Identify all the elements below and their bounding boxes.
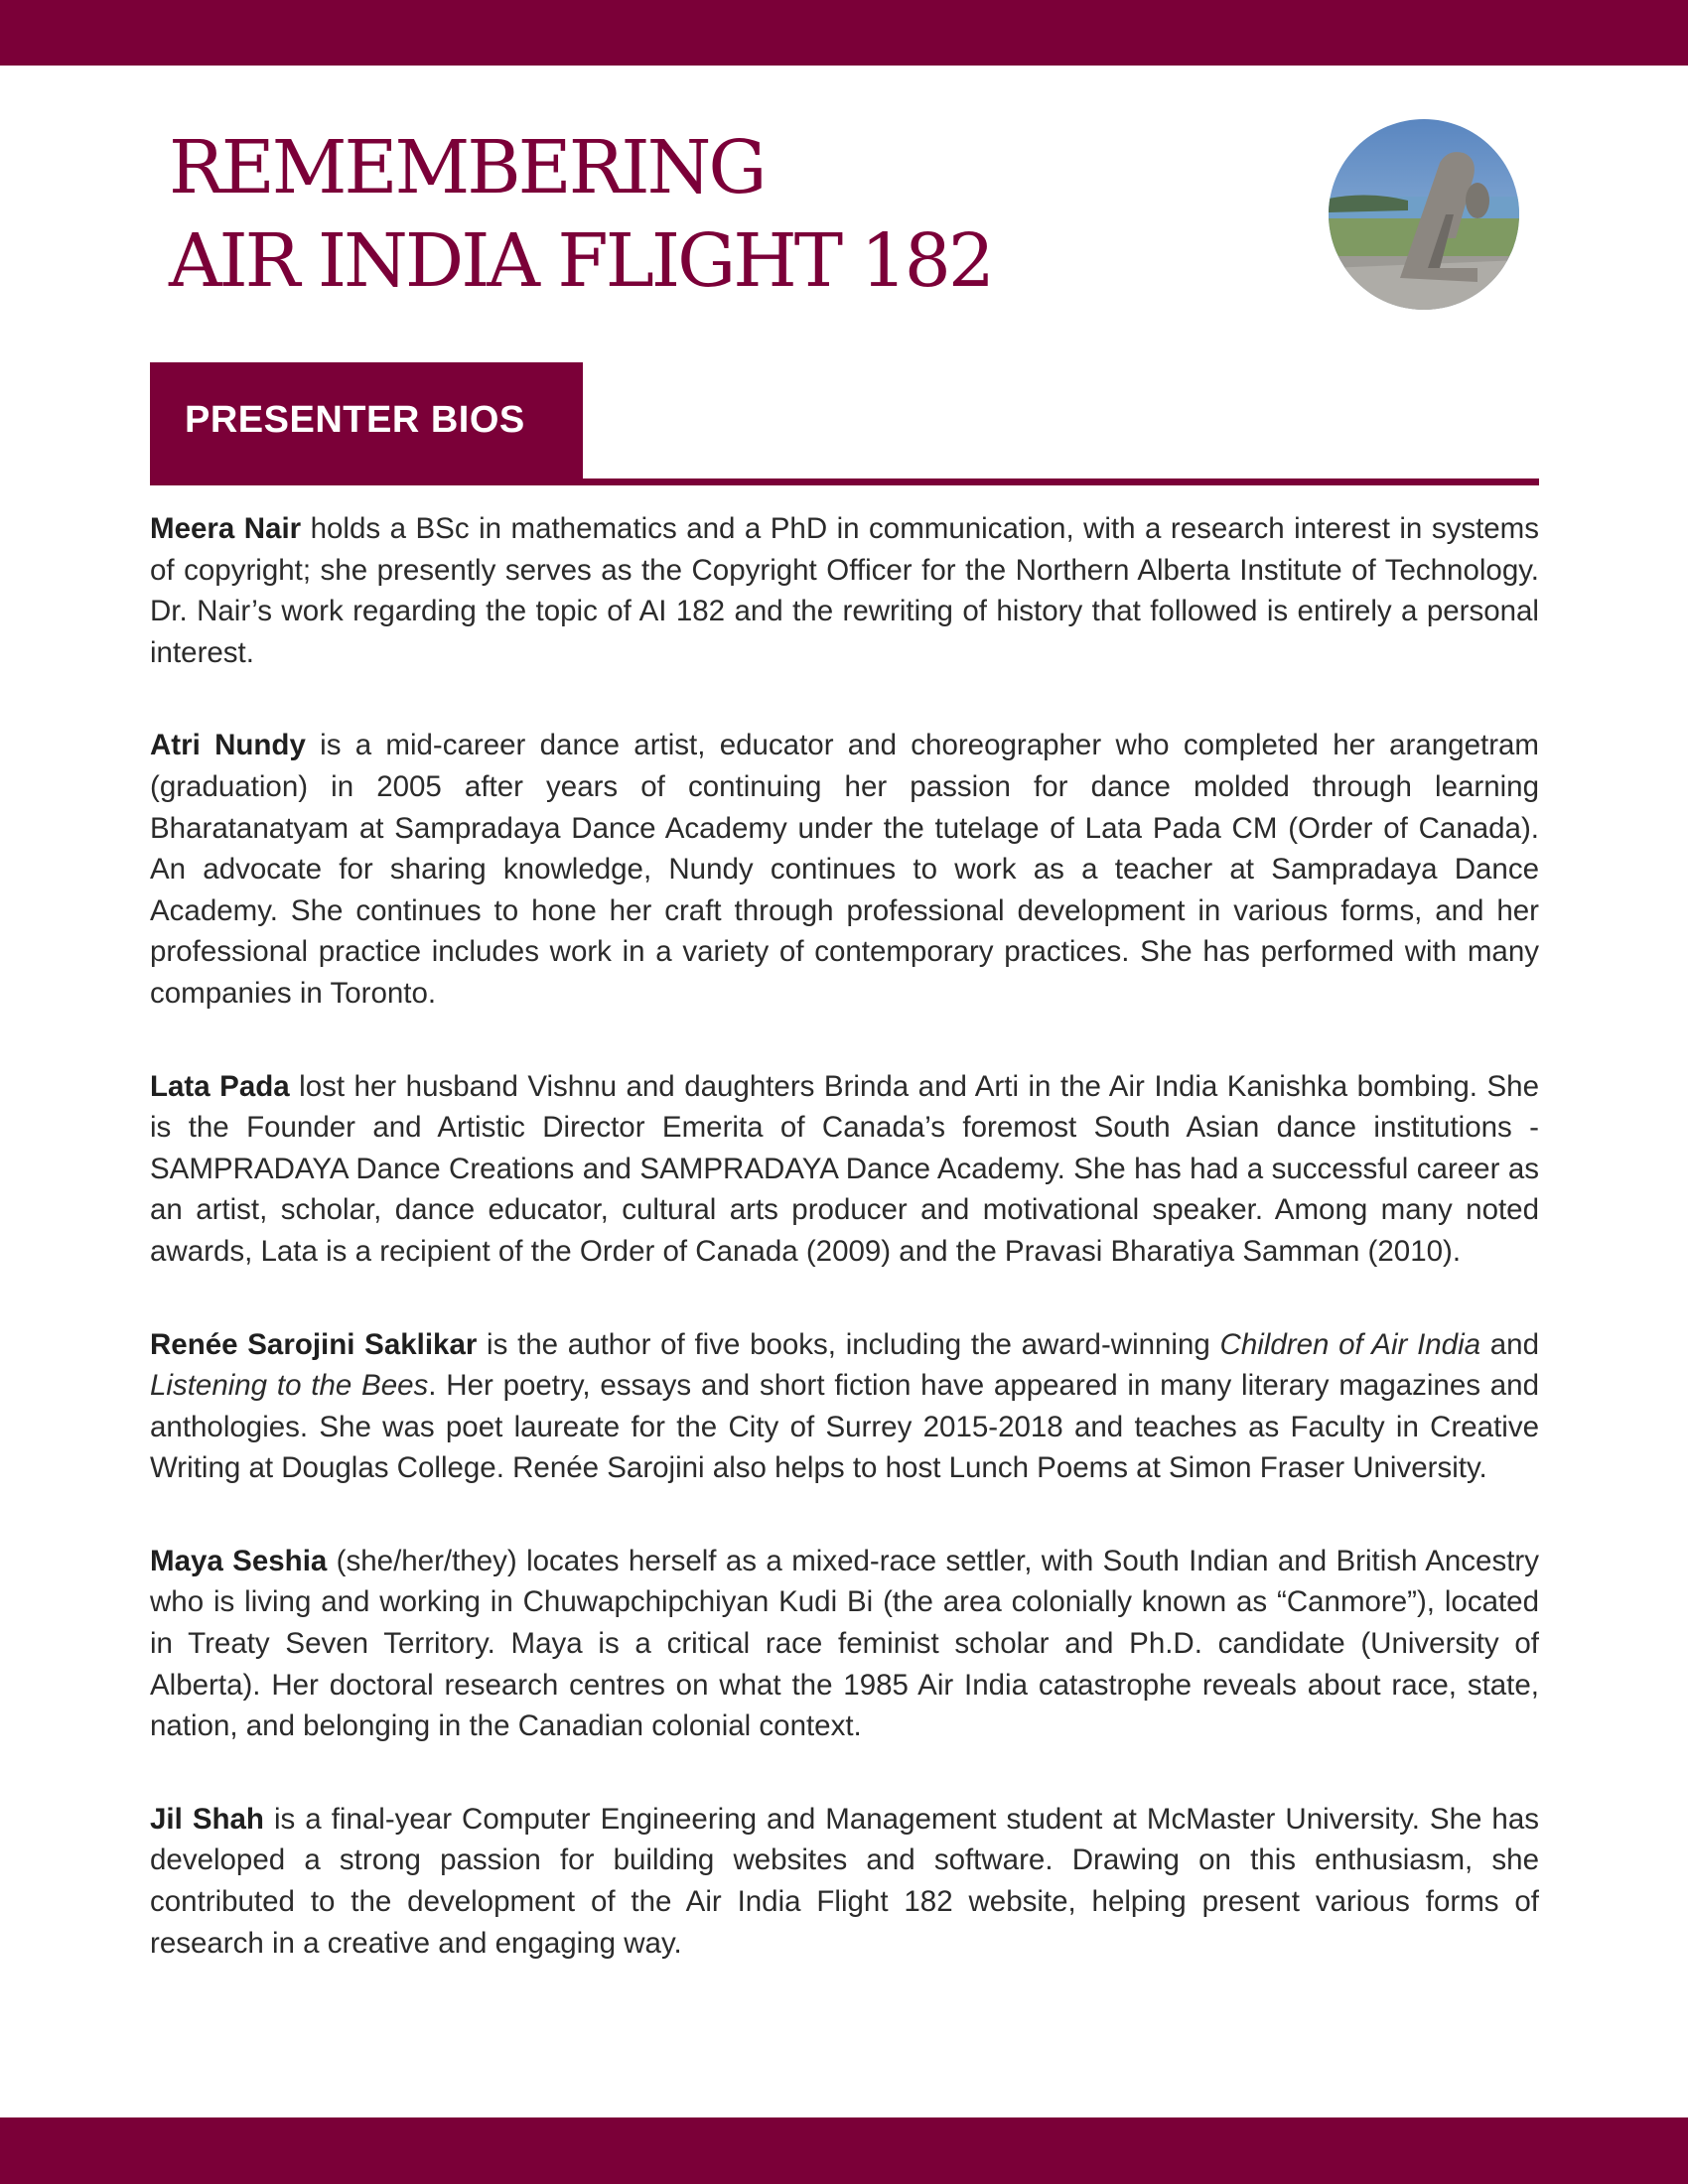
- bio-lata-pada: [150, 1066, 1539, 1273]
- presenter-name: Atri Nundy: [150, 729, 306, 762]
- top-band: [0, 0, 1688, 66]
- bio-text: lost her husband Vishnu and daughters Brinda and Arti in the Air India Kanishka bombing. She is the Founder and Artistic Director Emerita of Canada’s foremost South Asian dance institutions - SAMPRADAYA Dance Creations and SAMPRADAYA Dance Academy. She has had a successful career as an artist, scholar, dance educator, cultural arts producer and motivational speaker. Among many noted awards, Lata is a recipient of the Order of Canada (2009) and the Pravasi Bharatiya Samman (2010).: [150, 1069, 1539, 1268]
- section-title: PRESENTER BIOS: [185, 399, 525, 441]
- presenter-bios: [150, 508, 1539, 2015]
- book-title: Listening to the Bees: [150, 1369, 429, 1403]
- bio-renee-sarojini-saklikar: [150, 1324, 1539, 1489]
- bio-atri-nundy: [150, 725, 1539, 1014]
- bio-maya-seshia: [150, 1541, 1539, 1747]
- title-line-1: REMEMBERING: [169, 125, 765, 210]
- presenter-name: Lata Pada: [150, 1069, 290, 1103]
- section-divider: [150, 478, 1539, 485]
- book-title: Children of Air India: [1219, 1327, 1481, 1361]
- presenter-name: Meera Nair: [150, 512, 302, 545]
- bio-text: (she/her/they) locates herself as a mixed-race settler, with South Indian and British Ancestry who is living and working in Chuwapchipchiyan Kudi Bi (the area colonially known as “Canmore”), located in Treaty Seven Territory. Maya is a critical race feminist scholar and Ph.D. candidate (University of Alberta). Her doctoral research centres on what the 1985 Air India catastrophe reveals about race, state, nation, and belonging in the Canadian colonial context.: [150, 1544, 1539, 1743]
- presenter-name: Jil Shah: [150, 1802, 264, 1836]
- bottom-band: [0, 2117, 1688, 2184]
- bio-text: is the author of five books, including the award-winning: [477, 1327, 1220, 1361]
- presenter-name: Maya Seshia: [150, 1544, 328, 1577]
- bio-text: is a mid-career dance artist, educator and choreographer who completed her arangetram (graduation) in 2005 after years of continuing her passion for dance molded through learning Bharatanatyam at Sampradaya Dance Academy under the tutelage of Lata Pada CM (Order of Canada). An advocate for sharing knowledge, Nundy continues to work as a teacher at Sampradaya Dance Academy. She continues to hone her craft through professional development in various forms, and her professional practice includes work in a variety of contemporary practices. She has performed with many companies in Toronto.: [150, 729, 1539, 1010]
- title-line-2: AIR INDIA FLIGHT 182: [169, 218, 992, 304]
- bio-text: holds a BSc in mathematics and a PhD in communication, with a research interest in systems of copyright; she presently serves as the Copyright Officer for the Northern Alberta Institute of Technology. Dr. Nair’s work regarding the topic of AI 182 and the rewriting of history that followed is entirely a personal interest.: [150, 512, 1539, 669]
- bio-jil-shah: [150, 1799, 1539, 1964]
- bio-text: is a final-year Computer Engineering and Management student at McMaster University. She has developed a strong passion for building websites and software. Drawing on this enthusiasm, she contributed to the development of the Air India Flight 182 website, helping present various forms of research in a creative and engaging way.: [150, 1802, 1539, 1960]
- presenter-name: Renée Sarojini Saklikar: [150, 1327, 478, 1361]
- bio-text: and: [1480, 1327, 1539, 1361]
- page-title: [169, 121, 1261, 308]
- bio-text: . Her poetry, essays and short fiction have appeared in many literary magazines and anthologies. She was poet laureate for the City of Surrey 2015-2018 and teaches as Faculty in Creative Writing at Douglas College. Renée Sarojini also helps to host Lunch Poems at Simon Fraser University.: [150, 1369, 1539, 1485]
- bio-meera-nair: [150, 508, 1539, 673]
- memorial-sculpture-photo: [1329, 119, 1519, 310]
